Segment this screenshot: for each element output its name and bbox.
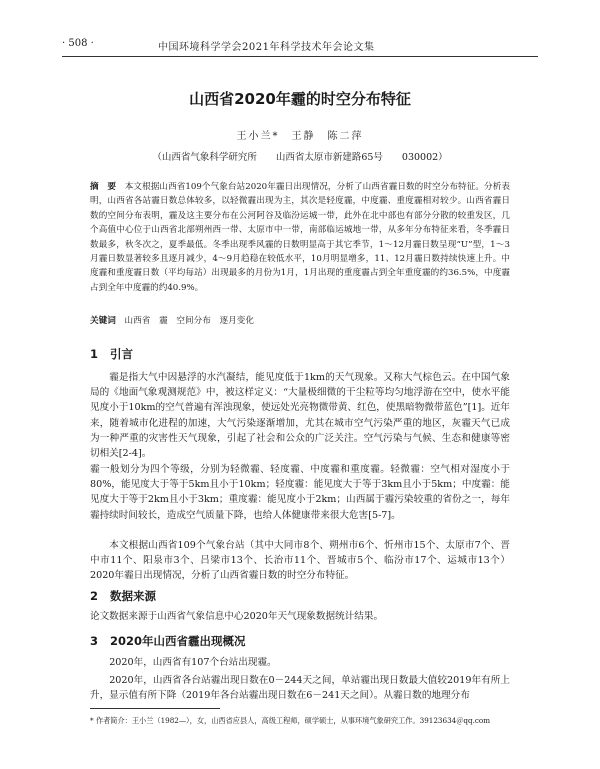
paragraph: 2020年，山西省有107个台站出现霾。 bbox=[109, 657, 277, 668]
keyword: 空间分布 bbox=[176, 316, 211, 326]
abstract-text: 本文根据山西省109个气象台站2020年霾日出现情况，分析了山西省霾日数的时空分布特征。分析表明，山西省各站霾日数总体较多，以轻微霾出现为主，其次是轻度霾，中度霾、重度霾相对较少。山西省霾日数的空间分布表明，霾及这主要分布在公河阿谷及临汾运城一带，此外在北中部也有部分分散的较重发区，几个高值中心位于山西省北部朔州西一带、太原市中一带，南部临运城地一带，从多年分布特征来看，冬季霾日数最多，秋冬次之，夏季最低。冬季出现季风霾的日数明显高于其它季节，1～12月霾日数呈现“U”型，1～3月霾日数显著较多且逐月减少，4～9月趋稳在较低水平，10月明显增多，11、12月霾日数持续快速上升。中度霾和重度霾日数（平均每站）出现最多的月份为1月，1月出现的重度霾占到全年重度霾的约36.5%，中度霾占到全年中度霾的约40.9%。 bbox=[90, 182, 510, 293]
section-title: 数据来源 bbox=[110, 589, 157, 603]
running-header bbox=[62, 38, 538, 52]
paper-title: 山西省2020年霾的时空分布特征 bbox=[189, 90, 411, 108]
keywords-label: 关键词 bbox=[90, 316, 116, 326]
section-heading-overview bbox=[90, 633, 246, 649]
author-list: 王小兰* 王静 陈二萍 bbox=[236, 131, 364, 142]
paragraph: 论文数据来源于山西省气象信息中心2020年天气现象数据统计结果。 bbox=[90, 611, 384, 622]
section-title: 2020年山西省霾出现概况 bbox=[110, 634, 246, 648]
keywords bbox=[90, 314, 510, 326]
page-number: · 508 · bbox=[62, 38, 94, 49]
section-number: 2 bbox=[90, 589, 99, 603]
paragraph: 霾是指大气中因悬浮的水汽凝结，能见度低于1km的天气现象。又称大气棕色云。在中国气象局的《地面气象观测规范》中，被这样定义：“大量极细微的干尘粒等均匀地浮游在空中，使水平能见度小于10km的空气普遍有浑浊现象，使远处光亮物微带黄、红色，使黑暗物微带蓝色”[1]。近年来，随着城市化进程的加速，大气污染逐渐增加，尤其在城市空气污染严重的地区，灰霾天气已成为一种严重的灾害性天气现象，引起了社会和公众的广泛关注。空气污染与气候、生态和健康等密切相关[2-4]。 bbox=[90, 372, 510, 460]
abstract-label: 摘 要 bbox=[90, 182, 117, 192]
footnote-rule bbox=[90, 708, 220, 709]
section-title: 引言 bbox=[110, 347, 134, 361]
keyword: 逐月变化 bbox=[219, 316, 254, 326]
author-footnote: * 作者简介：王小兰（1982—），女，山西省应县人，高级工程师，硕学硕士，从事环境气象研究工作。39123634＠qq.com bbox=[90, 716, 491, 725]
abstract-body bbox=[62, 180, 538, 295]
abstract bbox=[62, 180, 538, 295]
section-heading-introduction bbox=[90, 346, 133, 362]
journal-title: 中国环境科学学会2021年科学技术年会论文集 bbox=[158, 42, 375, 53]
affiliation: （山西省气象科学研究所 山西省太原市新建路65号 030002） bbox=[152, 152, 448, 163]
paragraph: 霾一般划分为四个等级，分别为轻微霾、轻度霾、中度霾和重度霾。轻微霾：空气相对湿度小于80%，能见度大于等于5km且小于10km；轻度霾：能见度大于等于3km且小于5km；中度霾：能见度大于等于2km且小于3km；重度霾：能见度小于2km；山西属于霾污染较重的省份之一，每年霾持续时间较长，造成空气质量下降，也给人体健康带来很大危害[5-7]。 bbox=[90, 464, 510, 521]
section-number: 1 bbox=[90, 347, 99, 361]
header-rule bbox=[62, 56, 538, 57]
paragraph: 本文根据山西省109个气象台站（其中大同市8个、朔州市6个、忻州市15个、太原市7个、晋中市11个、阳泉市3个、吕梁市13个、长治市11个、晋城市5个、临汾市17个、运城市13个）2020年霾日出现情况，分析了山西省霾日数的时空分布特征。 bbox=[90, 540, 510, 582]
section-number: 3 bbox=[90, 634, 99, 648]
section-heading-data-source bbox=[90, 588, 156, 604]
keyword: 霾 bbox=[159, 316, 168, 326]
keyword: 山西省 bbox=[124, 316, 151, 326]
paragraph: 2020年，山西省各台站霾出现日数在0－244天之间，单站霾出现日数最大值较2019年有所上升，显示值有所下降（2019年各台站霾出现日数在6－241天之间）。从霾日数的地理分布 bbox=[90, 675, 510, 702]
